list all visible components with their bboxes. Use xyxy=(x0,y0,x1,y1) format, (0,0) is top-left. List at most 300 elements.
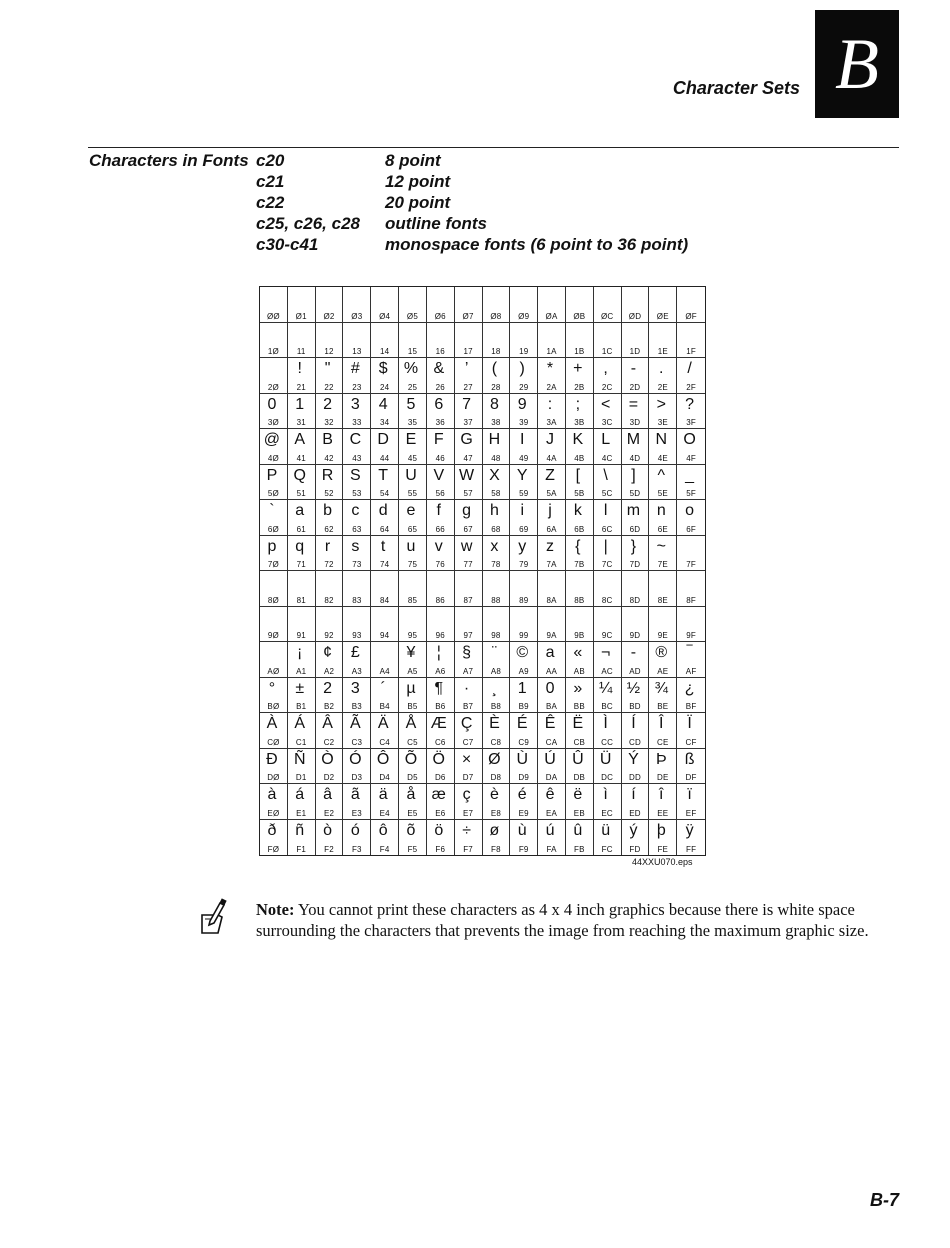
char-glyph: = xyxy=(628,395,639,413)
char-code: 9F xyxy=(686,631,696,640)
char-code: C8 xyxy=(490,737,502,747)
char-cell xyxy=(371,713,399,749)
char-code: Ø6 xyxy=(434,311,446,321)
char-code: 31 xyxy=(296,418,306,427)
char-glyph: Y xyxy=(516,466,528,484)
char-code: 8C xyxy=(601,595,613,605)
char-cell xyxy=(677,571,705,607)
char-cell xyxy=(399,429,427,465)
char-glyph: ´ xyxy=(380,679,386,697)
fonts-row xyxy=(256,235,688,256)
char-glyph: Đ xyxy=(266,750,278,768)
char-cell xyxy=(649,642,677,678)
char-glyph: ë xyxy=(573,786,583,803)
char-cell xyxy=(427,607,455,643)
char-code: 8B xyxy=(574,595,585,605)
char-cell xyxy=(288,713,316,749)
char-code: FE xyxy=(657,845,669,854)
char-glyph: Ã xyxy=(350,715,361,732)
char-glyph: < xyxy=(600,395,611,413)
char-cell xyxy=(455,713,483,749)
char-glyph: Ô xyxy=(376,750,390,768)
char-code: F7 xyxy=(463,845,473,854)
char-code: 84 xyxy=(380,595,390,605)
char-cell xyxy=(316,536,344,572)
char-code: 56 xyxy=(435,489,445,498)
char-cell xyxy=(510,358,538,394)
char-cell xyxy=(649,287,677,323)
char-code: 83 xyxy=(352,595,362,605)
char-code: A9 xyxy=(518,666,529,676)
char-cell xyxy=(455,784,483,820)
char-code: F6 xyxy=(435,845,446,854)
char-code: 27 xyxy=(463,382,473,392)
char-code: BC xyxy=(601,702,613,711)
char-cell xyxy=(594,465,622,501)
char-cell xyxy=(288,287,316,323)
char-cell xyxy=(510,429,538,465)
char-cell xyxy=(510,323,538,359)
char-glyph: Á xyxy=(294,715,306,732)
char-cell xyxy=(260,607,288,643)
char-code: B6 xyxy=(435,702,446,711)
char-code: B3 xyxy=(351,702,362,711)
char-cell xyxy=(594,784,622,820)
char-cell xyxy=(427,784,455,820)
char-glyph: í xyxy=(631,786,636,803)
char-cell xyxy=(677,642,705,678)
char-glyph: h xyxy=(489,502,499,519)
fonts-row xyxy=(256,193,688,214)
char-cell xyxy=(399,571,427,607)
char-cell xyxy=(677,713,705,749)
char-code: 6F xyxy=(686,524,696,534)
char-cell xyxy=(288,500,316,536)
char-code: CC xyxy=(601,737,614,747)
char-glyph: å xyxy=(406,786,416,803)
char-cell xyxy=(399,287,427,323)
char-code: 7Ø xyxy=(267,560,279,569)
char-code: D4 xyxy=(379,773,390,782)
char-cell xyxy=(399,607,427,643)
char-cell xyxy=(260,536,288,572)
char-glyph: D xyxy=(377,431,389,448)
char-glyph: / xyxy=(687,360,692,377)
char-cell xyxy=(566,607,594,643)
char-glyph: ) xyxy=(519,360,525,377)
char-cell xyxy=(399,465,427,501)
font-name: c22 xyxy=(256,193,285,212)
char-glyph: ( xyxy=(491,360,498,377)
char-glyph: { xyxy=(575,537,581,555)
char-cell xyxy=(594,749,622,785)
char-cell xyxy=(649,394,677,430)
char-glyph: n xyxy=(656,502,666,519)
char-glyph: ½ xyxy=(626,679,641,697)
char-glyph: ÿ xyxy=(685,821,694,839)
char-cell xyxy=(399,678,427,714)
char-cell xyxy=(510,571,538,607)
char-code: 9Ø xyxy=(267,631,279,640)
char-code: 59 xyxy=(519,489,529,498)
char-cell xyxy=(594,607,622,643)
char-code: 9E xyxy=(657,631,668,640)
char-code: 45 xyxy=(407,453,418,463)
char-code: 8A xyxy=(546,595,557,605)
char-cell xyxy=(594,287,622,323)
char-code: 3E xyxy=(657,418,668,427)
char-cell xyxy=(343,429,371,465)
char-code: 88 xyxy=(491,595,501,605)
char-code: 52 xyxy=(324,489,334,498)
char-cell xyxy=(371,607,399,643)
figure-filename: 44XXU070.eps xyxy=(632,857,693,867)
char-glyph: z xyxy=(546,537,555,555)
char-glyph: , xyxy=(603,360,608,377)
char-cell xyxy=(288,323,316,359)
char-cell xyxy=(483,607,511,643)
char-cell xyxy=(510,287,538,323)
char-glyph: E xyxy=(405,431,417,448)
char-code: 41 xyxy=(296,453,306,463)
char-code: 18 xyxy=(491,347,501,356)
char-glyph: @ xyxy=(263,431,281,448)
char-glyph: ¬ xyxy=(600,644,611,661)
char-code: 38 xyxy=(491,418,501,427)
char-cell xyxy=(260,394,288,430)
char-code: ØD xyxy=(628,311,642,321)
char-glyph: S xyxy=(350,466,361,484)
char-code: A5 xyxy=(407,666,418,676)
char-code: 92 xyxy=(324,631,334,640)
char-code: 61 xyxy=(296,524,306,534)
char-cell xyxy=(566,784,594,820)
char-cell xyxy=(622,536,650,572)
char-cell xyxy=(316,429,344,465)
char-code: 94 xyxy=(380,631,390,640)
char-code: 7E xyxy=(657,560,668,569)
char-cell xyxy=(288,820,316,856)
char-cell xyxy=(427,500,455,536)
char-cell xyxy=(427,749,455,785)
char-glyph: - xyxy=(630,360,637,377)
char-code: 2F xyxy=(686,382,696,392)
char-cell xyxy=(538,287,566,323)
char-code: FC xyxy=(601,845,613,854)
char-cell xyxy=(510,784,538,820)
char-cell xyxy=(316,358,344,394)
char-glyph: 0 xyxy=(545,679,555,697)
char-glyph: ì xyxy=(603,786,608,803)
char-code: 89 xyxy=(519,595,529,605)
char-code: Ø8 xyxy=(490,311,502,321)
char-cell xyxy=(455,358,483,394)
char-glyph: ¸ xyxy=(491,679,498,697)
fonts-list xyxy=(256,151,688,256)
char-cell xyxy=(427,287,455,323)
char-code: E7 xyxy=(463,808,474,818)
char-code: F1 xyxy=(296,845,307,854)
char-cell xyxy=(371,678,399,714)
char-cell xyxy=(399,820,427,856)
char-code: 5A xyxy=(546,489,557,498)
char-cell xyxy=(343,678,371,714)
char-cell xyxy=(510,820,538,856)
section-heading: Characters in Fonts xyxy=(89,151,249,170)
char-cell xyxy=(510,465,538,501)
char-cell xyxy=(649,358,677,394)
font-desc: monospace fonts (6 point to 36 point) xyxy=(385,235,689,254)
char-cell xyxy=(566,713,594,749)
char-code: C9 xyxy=(518,737,530,747)
char-glyph: K xyxy=(572,431,584,448)
char-cell xyxy=(371,429,399,465)
char-code: 6C xyxy=(601,524,613,534)
char-cell xyxy=(455,678,483,714)
char-cell xyxy=(260,678,288,714)
char-glyph: o xyxy=(685,502,695,519)
char-code: 9A xyxy=(546,631,557,640)
char-glyph: e xyxy=(406,502,416,519)
char-code: A2 xyxy=(323,666,335,676)
char-code: 22 xyxy=(324,382,334,392)
char-code: E9 xyxy=(518,808,529,818)
char-code: Ø1 xyxy=(295,311,307,321)
char-glyph: F xyxy=(433,431,444,448)
char-cell xyxy=(538,607,566,643)
char-cell xyxy=(343,358,371,394)
char-cell xyxy=(566,358,594,394)
page-number: B-7 xyxy=(869,1190,899,1210)
char-glyph: ¿ xyxy=(684,679,695,697)
char-code: 98 xyxy=(491,631,501,640)
char-code: 91 xyxy=(296,631,306,640)
char-glyph: ø xyxy=(489,821,500,839)
char-code: 1F xyxy=(686,347,696,356)
char-cell xyxy=(316,784,344,820)
char-code: B1 xyxy=(296,702,307,711)
char-glyph: q xyxy=(295,537,305,555)
char-cell xyxy=(371,784,399,820)
char-code: 15 xyxy=(407,347,418,356)
char-code: A6 xyxy=(435,666,446,676)
char-cell xyxy=(677,678,705,714)
char-cell xyxy=(677,323,705,359)
char-cell xyxy=(566,394,594,430)
char-glyph: i xyxy=(520,502,524,519)
char-glyph: ¥ xyxy=(406,644,416,661)
char-code: 64 xyxy=(380,524,390,534)
char-cell xyxy=(427,571,455,607)
char-glyph: õ xyxy=(406,821,416,839)
char-cell xyxy=(510,536,538,572)
char-cell xyxy=(288,784,316,820)
char-cell xyxy=(399,536,427,572)
char-cell xyxy=(649,607,677,643)
char-cell xyxy=(343,536,371,572)
char-code: 12 xyxy=(324,347,334,356)
char-code: 29 xyxy=(519,382,529,392)
char-code: Ø5 xyxy=(406,311,418,321)
char-cell xyxy=(455,642,483,678)
char-glyph: ’ xyxy=(464,360,469,377)
char-code: 8F xyxy=(686,595,696,605)
font-desc: 8 point xyxy=(385,151,441,170)
char-code: A7 xyxy=(463,666,474,676)
char-code: 3Ø xyxy=(267,418,279,427)
char-cell xyxy=(594,500,622,536)
char-glyph: B xyxy=(322,431,333,448)
char-cell xyxy=(316,500,344,536)
char-cell xyxy=(538,678,566,714)
char-cell xyxy=(649,571,677,607)
char-cell xyxy=(427,429,455,465)
char-glyph: ü xyxy=(601,821,611,839)
char-glyph: Û xyxy=(572,750,584,768)
char-cell xyxy=(260,713,288,749)
char-cell xyxy=(399,713,427,749)
char-cell xyxy=(566,465,594,501)
char-code: 25 xyxy=(407,382,418,392)
char-glyph: ° xyxy=(268,679,276,697)
char-code: 3D xyxy=(629,418,641,427)
char-glyph: ÷ xyxy=(462,821,471,839)
char-code: 93 xyxy=(352,631,362,640)
char-glyph: U xyxy=(405,466,417,484)
char-code: 19 xyxy=(519,347,529,356)
char-cell xyxy=(622,784,650,820)
char-glyph: 5 xyxy=(406,395,416,413)
char-glyph: ò xyxy=(323,821,332,839)
char-code: E8 xyxy=(490,808,501,818)
char-code: 6Ø xyxy=(267,524,279,534)
char-cell xyxy=(510,678,538,714)
char-cell xyxy=(288,358,316,394)
char-glyph: à xyxy=(267,786,277,803)
char-code: EB xyxy=(573,808,585,818)
char-code: 99 xyxy=(519,631,529,640)
char-glyph: x xyxy=(490,537,499,555)
char-code: 67 xyxy=(463,524,473,534)
fonts-row xyxy=(256,214,688,235)
char-glyph: G xyxy=(460,431,473,448)
char-cell xyxy=(260,642,288,678)
char-code: ØA xyxy=(545,311,558,321)
char-glyph: ¾ xyxy=(654,679,668,697)
char-code: BB xyxy=(573,702,585,711)
char-code: A1 xyxy=(296,666,307,676)
char-cell xyxy=(649,784,677,820)
char-code: 2A xyxy=(546,382,557,392)
char-code: 23 xyxy=(352,382,362,392)
char-code: 55 xyxy=(407,489,418,498)
char-glyph: ä xyxy=(378,786,388,803)
char-glyph: Ø xyxy=(488,750,501,768)
char-code: AE xyxy=(657,666,669,676)
char-code: ØØ xyxy=(266,311,280,321)
char-cell xyxy=(260,429,288,465)
char-glyph: W xyxy=(459,466,475,484)
char-cell xyxy=(371,323,399,359)
char-cell xyxy=(343,287,371,323)
char-glyph: & xyxy=(433,360,445,377)
char-glyph: Ê xyxy=(544,715,556,732)
header-title: Character Sets xyxy=(672,78,800,98)
char-cell xyxy=(483,358,511,394)
char-code: 43 xyxy=(352,453,362,463)
char-code: D7 xyxy=(462,773,474,782)
char-cell xyxy=(566,571,594,607)
char-glyph: L xyxy=(601,431,611,448)
char-cell xyxy=(427,465,455,501)
char-code: 7D xyxy=(629,560,641,569)
char-glyph: r xyxy=(324,537,331,555)
char-cell xyxy=(371,358,399,394)
char-cell xyxy=(622,678,650,714)
char-glyph: u xyxy=(406,537,416,555)
char-code: F5 xyxy=(407,845,418,854)
char-glyph: æ xyxy=(431,786,446,803)
char-cell xyxy=(566,642,594,678)
char-code: D1 xyxy=(295,773,307,782)
char-glyph: a xyxy=(545,644,555,661)
char-glyph: · xyxy=(463,679,470,697)
header-rule xyxy=(88,147,899,148)
char-glyph: Ì xyxy=(603,715,608,732)
char-cell xyxy=(260,784,288,820)
note-label: Note: xyxy=(256,900,295,919)
char-glyph: è xyxy=(489,786,499,803)
char-cell xyxy=(594,642,622,678)
char-code: 5F xyxy=(686,489,696,498)
char-cell xyxy=(371,465,399,501)
char-cell xyxy=(538,323,566,359)
char-code: AC xyxy=(601,666,613,676)
char-glyph: Ý xyxy=(628,750,639,768)
character-chart xyxy=(259,286,704,854)
char-code: 39 xyxy=(519,418,529,427)
char-cell xyxy=(399,784,427,820)
char-code: BE xyxy=(657,702,669,711)
char-cell xyxy=(566,749,594,785)
char-code: 7B xyxy=(574,560,585,569)
char-glyph: ¢ xyxy=(323,644,332,661)
char-code: 66 xyxy=(435,524,445,534)
char-code: 5E xyxy=(657,489,668,498)
char-code: E6 xyxy=(435,808,446,818)
char-cell xyxy=(566,500,594,536)
char-glyph: b xyxy=(323,502,332,519)
char-code: EØ xyxy=(267,808,280,818)
char-code: 72 xyxy=(324,560,334,569)
char-code: 16 xyxy=(435,347,445,356)
char-cell xyxy=(316,820,344,856)
char-cell xyxy=(538,784,566,820)
char-glyph: T xyxy=(378,466,389,484)
char-glyph: p xyxy=(267,537,277,555)
char-code: FB xyxy=(574,845,585,854)
char-glyph: ¡ xyxy=(297,644,303,661)
char-glyph: ç xyxy=(462,786,471,803)
char-cell xyxy=(622,713,650,749)
char-glyph: M xyxy=(626,431,641,448)
char-cell xyxy=(594,323,622,359)
char-cell xyxy=(288,571,316,607)
char-glyph: Z xyxy=(545,466,555,484)
char-cell xyxy=(622,465,650,501)
char-code: 73 xyxy=(352,560,362,569)
char-code: B8 xyxy=(490,702,501,711)
